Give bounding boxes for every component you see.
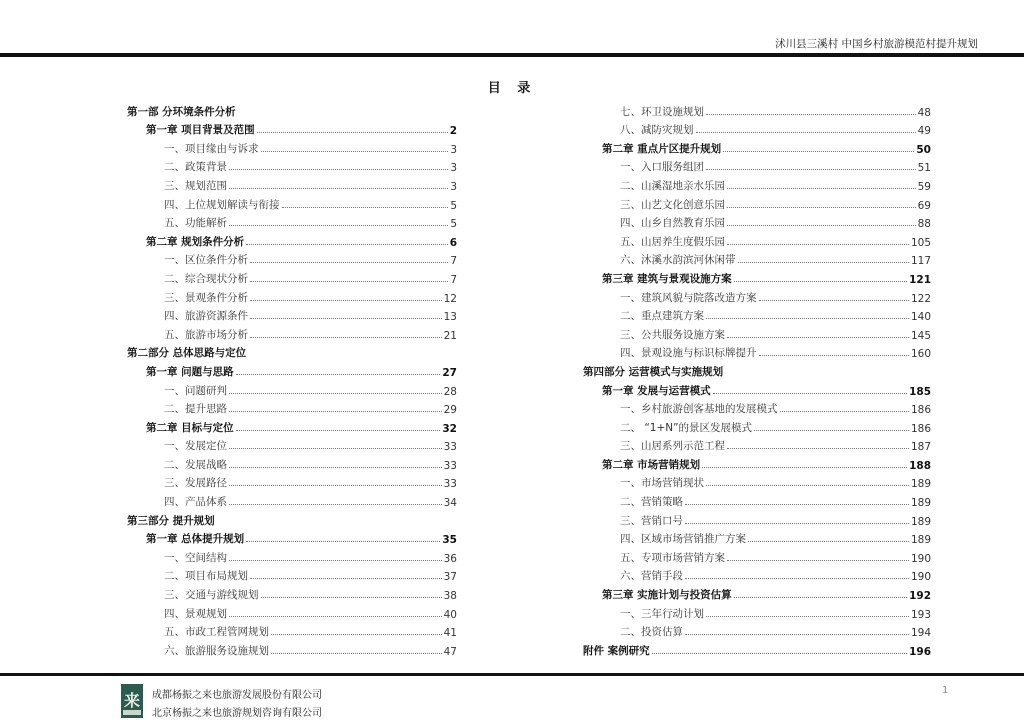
toc-entry (127, 212, 457, 231)
toc-leader-dots (257, 132, 448, 133)
toc-entry (127, 193, 457, 212)
toc-leader-dots (685, 578, 909, 579)
toc-leader-dots (685, 634, 909, 635)
toc-entry (583, 472, 931, 491)
page-number: 1 (942, 685, 949, 696)
toc-leader-dots (261, 151, 449, 152)
toc-leader-dots (706, 169, 916, 170)
toc-leader-dots (734, 597, 907, 598)
toc-entry (583, 323, 931, 342)
toc-entry-page: 5 (450, 199, 457, 212)
toc-entry (583, 174, 931, 193)
toc-leader-dots (229, 188, 448, 189)
toc-entry-page: 189 (910, 497, 931, 510)
toc-entry-page: 41 (443, 627, 457, 640)
toc-leader-dots (706, 114, 916, 115)
toc-entry (127, 156, 457, 175)
toc-entry (583, 379, 931, 398)
toc-entry-title: 六、旅游服务设施规划 (164, 644, 269, 657)
toc-entry (127, 398, 457, 417)
toc-entry (127, 230, 457, 249)
toc-entry-title: 一、三年行动计划 (620, 607, 704, 620)
toc-entry-page: 196 (909, 645, 931, 658)
toc-leader-dots (727, 244, 909, 245)
toc-leader-dots (282, 207, 449, 208)
toc-entry (583, 583, 931, 602)
toc-entry-title: 二、 “1+N”的景区发展模式 (620, 421, 753, 434)
toc-entry-title: 第一章 发展与运营模式 (602, 384, 711, 397)
toc-leader-dots (261, 597, 442, 598)
toc-entry-title: 六、营销手段 (620, 570, 683, 583)
toc-entry-title: 三、公共服务设施方案 (620, 328, 725, 341)
toc-leader-dots (713, 393, 907, 394)
toc-entry-title: 第三部分 提升规划 (127, 514, 215, 527)
toc-entry (583, 435, 931, 454)
document-header-title: 沭川县三溪村 中国乡村旅游模范村提升规划 (775, 38, 978, 50)
toc-entry-title: 第一章 问题与思路 (146, 365, 234, 378)
toc-entry-title: 第一部 分环境条件分析 (127, 105, 236, 118)
toc-entry (583, 119, 931, 138)
toc-leader-dots (727, 448, 909, 449)
toc-entry (127, 267, 457, 286)
toc-entry-page: 88 (917, 218, 931, 231)
toc-entry (127, 453, 457, 472)
company-name-beijing: 北京杨振之来也旅游规划咨询有限公司 (152, 708, 322, 719)
toc-leader-dots (250, 281, 448, 282)
toc-leader-dots (229, 616, 442, 617)
toc-leader-dots (229, 225, 448, 226)
toc-leader-dots (706, 616, 909, 617)
toc-entry-title: 二、投资估算 (620, 626, 683, 639)
toc-leader-dots (250, 262, 448, 263)
toc-leader-dots (229, 169, 448, 170)
toc-entry-title: 五、旅游市场分析 (164, 328, 248, 341)
toc-entry-title: 第二章 目标与定位 (146, 421, 234, 434)
toc-entry-page: 33 (443, 441, 457, 454)
toc-entry-title: 第二章 规划条件分析 (146, 235, 245, 248)
toc-entry-page: 13 (443, 311, 457, 324)
toc-entry-title: 第一章 总体提升规划 (146, 533, 245, 546)
toc-entry (583, 267, 931, 286)
toc-entry-title: 七、环卫设施规划 (620, 105, 704, 118)
toc-entry-page: 189 (910, 515, 931, 528)
toc-leader-dots (652, 653, 907, 654)
toc-entry-page: 105 (910, 236, 931, 249)
toc-entry-title: 第二章 市场营销规划 (602, 458, 701, 471)
toc-entry (583, 249, 931, 268)
toc-entry-page: 27 (442, 366, 457, 379)
toc-leader-dots (727, 225, 916, 226)
toc-entry-page: 51 (917, 162, 931, 175)
toc-entry-page: 186 (910, 422, 931, 435)
company-logo (121, 684, 143, 718)
toc-entry-page: 36 (443, 552, 457, 565)
toc-entry-page: 3 (450, 162, 457, 175)
toc-leader-dots (734, 281, 907, 282)
toc-entry-title: 三、规划范围 (164, 179, 227, 192)
toc-entry (127, 528, 457, 547)
header-rule (0, 53, 1024, 57)
toc-entry-title: 一、区位条件分析 (164, 254, 248, 267)
toc-entry-page: 189 (910, 534, 931, 547)
toc-entry (583, 212, 931, 231)
toc-entry-title: 第二章 重点片区提升规划 (602, 142, 722, 155)
toc-entry (127, 305, 457, 324)
toc-entry-page: 188 (909, 459, 931, 472)
toc-entry-page: 48 (917, 106, 931, 119)
toc-leader-dots (685, 523, 909, 524)
toc-leader-dots (229, 448, 442, 449)
toc-entry-title: 五、山居养生度假乐园 (620, 235, 725, 248)
toc-entry-page: 37 (443, 571, 457, 584)
toc-leader-dots (250, 318, 442, 319)
toc-leader-dots (723, 151, 914, 152)
toc-entry-title: 一、问题研判 (164, 384, 227, 397)
toc-entry-title: 三、山艺文化创意乐园 (620, 198, 725, 211)
toc-entry-page: 50 (916, 143, 931, 156)
toc-entry-title: 四、景观设施与标识标牌提升 (620, 347, 757, 360)
toc-leader-dots (250, 300, 442, 301)
toc-entry-page: 160 (910, 348, 931, 361)
toc-entry-page: 32 (442, 422, 457, 435)
toc-entry-title: 五、市政工程管网规划 (164, 626, 269, 639)
logo-band (123, 710, 141, 715)
toc-leader-dots (236, 430, 441, 431)
toc-leader-dots (229, 467, 442, 468)
toc-entry-title: 三、发展路径 (164, 477, 227, 490)
toc-entry-title: 附件 案例研究 (583, 644, 650, 657)
toc-entry (583, 100, 931, 119)
toc-leader-dots (780, 411, 909, 412)
toc-entry (583, 398, 931, 417)
toc-entry-page: 140 (910, 311, 931, 324)
toc-entry-page: 3 (450, 143, 457, 156)
toc-entry-title: 一、建筑风貌与院落改造方案 (620, 291, 757, 304)
toc-entry-page: 38 (443, 590, 457, 603)
toc-entry-page: 34 (443, 497, 457, 510)
toc-entry-title: 四、山乡自然教育乐园 (620, 217, 725, 230)
toc-entry (583, 490, 931, 509)
toc-column-left (127, 100, 457, 658)
toc-entry-title: 五、专项市场营销方案 (620, 551, 725, 564)
toc-leader-dots (706, 318, 909, 319)
toc-entry (583, 565, 931, 584)
toc-entry (583, 621, 931, 640)
toc-entry-page: 2 (449, 125, 457, 138)
toc-entry-page: 185 (909, 385, 931, 398)
toc-entry (583, 230, 931, 249)
toc-leader-dots (229, 411, 442, 412)
toc-entry-title: 二、政策背景 (164, 161, 227, 174)
toc-leader-dots (706, 485, 909, 486)
toc-entry (583, 528, 931, 547)
toc-entry (127, 509, 457, 528)
toc-leader-dots (748, 541, 909, 542)
toc-entry-title: 二、综合现状分析 (164, 272, 248, 285)
toc-entry-title: 二、项目布局规划 (164, 570, 248, 583)
toc-entry-title: 八、减防灾规划 (620, 124, 694, 137)
toc-entry-page: 33 (443, 478, 457, 491)
toc-leader-dots (727, 188, 916, 189)
toc-entry-title: 三、交通与游线规划 (164, 589, 259, 602)
toc-leader-dots (246, 541, 440, 542)
toc-entry-page: 117 (910, 255, 931, 268)
toc-entry-title: 二、发展战略 (164, 458, 227, 471)
toc-leader-dots (759, 300, 909, 301)
toc-entry-page: 6 (449, 236, 457, 249)
toc-entry (583, 286, 931, 305)
toc-entry (127, 174, 457, 193)
toc-entry-title: 三、山居系列示范工程 (620, 440, 725, 453)
toc-entry-page: 35 (442, 534, 457, 547)
toc-entry (127, 546, 457, 565)
toc-entry-title: 三、营销口号 (620, 514, 683, 527)
toc-leader-dots (250, 578, 442, 579)
toc-entry (583, 156, 931, 175)
toc-entry-page: 190 (910, 552, 931, 565)
toc-entry (127, 472, 457, 491)
toc-entry-page: 69 (917, 199, 931, 212)
toc-entry-title: 一、空间结构 (164, 551, 227, 564)
toc-entry (127, 416, 457, 435)
toc-entry (583, 509, 931, 528)
toc-title: 目 录 (487, 81, 537, 96)
toc-leader-dots (250, 337, 442, 338)
toc-entry (583, 416, 931, 435)
toc-leader-dots (229, 485, 442, 486)
toc-entry-title: 四、产品体系 (164, 496, 227, 509)
toc-leader-dots (727, 560, 909, 561)
toc-entry (127, 137, 457, 156)
toc-entry-page: 40 (443, 608, 457, 621)
logo-glyph: 来 (123, 691, 140, 710)
toc-entry (127, 379, 457, 398)
toc-leader-dots (696, 132, 916, 133)
toc-entry (127, 490, 457, 509)
toc-leader-dots (229, 504, 442, 505)
toc-entry-page: 5 (450, 218, 457, 231)
footer-rule (0, 673, 1024, 676)
toc-entry (127, 342, 457, 361)
toc-entry-page: 192 (909, 590, 931, 603)
toc-entry-title: 一、入口服务组团 (620, 161, 704, 174)
toc-entry-page: 186 (910, 404, 931, 417)
toc-entry (127, 583, 457, 602)
toc-entry (127, 249, 457, 268)
toc-entry-title: 第三章 实施计划与投资估算 (602, 589, 732, 602)
toc-entry-title: 四、上位规划解读与衔接 (164, 198, 280, 211)
toc-entry-page: 193 (910, 608, 931, 621)
toc-entry (583, 546, 931, 565)
toc-entry-title: 五、功能解析 (164, 217, 227, 230)
toc-entry-page: 7 (450, 255, 457, 268)
toc-entry-page: 12 (443, 292, 457, 305)
toc-entry-title: 三、景观条件分析 (164, 291, 248, 304)
toc-entry-title: 四、景观规划 (164, 607, 227, 620)
toc-leader-dots (236, 374, 441, 375)
toc-entry (127, 621, 457, 640)
toc-entry-title: 第四部分 运营模式与实施规划 (583, 365, 724, 378)
toc-leader-dots (685, 504, 909, 505)
toc-leader-dots (738, 262, 909, 263)
toc-entry (127, 119, 457, 138)
toc-entry (127, 602, 457, 621)
toc-entry (583, 305, 931, 324)
toc-entry-page: 7 (450, 273, 457, 286)
toc-entry (583, 137, 931, 156)
toc-entry-page: 189 (910, 478, 931, 491)
toc-entry (127, 286, 457, 305)
toc-leader-dots (229, 560, 442, 561)
toc-entry-title: 一、发展定位 (164, 440, 227, 453)
toc-entry-page: 29 (443, 404, 457, 417)
toc-leader-dots (754, 430, 909, 431)
toc-entry-title: 一、项目缘由与诉求 (164, 142, 259, 155)
toc-entry (127, 435, 457, 454)
toc-entry (127, 323, 457, 342)
toc-leader-dots (271, 634, 442, 635)
toc-entry-page: 3 (450, 180, 457, 193)
toc-entry-title: 二、山溪湿地亲水乐园 (620, 179, 725, 192)
toc-entry (583, 360, 931, 379)
toc-leader-dots (271, 653, 442, 654)
toc-entry-page: 121 (909, 273, 931, 286)
toc-entry-page: 122 (910, 292, 931, 305)
toc-leader-dots (727, 207, 916, 208)
toc-entry-title: 四、区域市场营销推广方案 (620, 533, 746, 546)
toc-entry-title: 二、营销策略 (620, 496, 683, 509)
toc-entry-title: 二、重点建筑方案 (620, 310, 704, 323)
toc-column-right (583, 100, 931, 658)
toc-entry-title: 二、提升思路 (164, 403, 227, 416)
toc-leader-dots (727, 337, 909, 338)
toc-entry-page: 194 (910, 627, 931, 640)
toc-entry-title: 第二部分 总体思路与定位 (127, 347, 247, 360)
toc-entry-title: 四、旅游资源条件 (164, 310, 248, 323)
toc-entry-page: 33 (443, 459, 457, 472)
toc-leader-dots (759, 355, 909, 356)
toc-entry-title: 六、沐溪水韵滨河休闲带 (620, 254, 736, 267)
toc-entry (583, 342, 931, 361)
toc-entry-page: 190 (910, 571, 931, 584)
toc-leader-dots (702, 467, 907, 468)
toc-entry-page: 59 (917, 180, 931, 193)
toc-entry (583, 453, 931, 472)
toc-entry (583, 639, 931, 658)
toc-entry-page: 187 (910, 441, 931, 454)
toc-entry-title: 一、市场营销现状 (620, 477, 704, 490)
toc-entry (583, 193, 931, 212)
company-name-chengdu: 成都杨振之来也旅游发展股份有限公司 (152, 690, 322, 701)
toc-entry (127, 100, 457, 119)
toc-leader-dots (229, 393, 442, 394)
toc-entry (127, 565, 457, 584)
toc-entry-title: 一、乡村旅游创客基地的发展模式 (620, 403, 778, 416)
toc-entry-title: 第一章 项目背景及范围 (146, 124, 255, 137)
toc-entry-page: 28 (443, 385, 457, 398)
toc-entry-page: 145 (910, 329, 931, 342)
toc-entry-page: 21 (443, 329, 457, 342)
toc-entry (583, 602, 931, 621)
toc-entry-page: 49 (917, 125, 931, 138)
toc-entry (127, 360, 457, 379)
toc-entry-title: 第三章 建筑与景观设施方案 (602, 272, 732, 285)
toc-entry-page: 47 (443, 645, 457, 658)
toc-entry (127, 639, 457, 658)
toc-leader-dots (246, 244, 448, 245)
